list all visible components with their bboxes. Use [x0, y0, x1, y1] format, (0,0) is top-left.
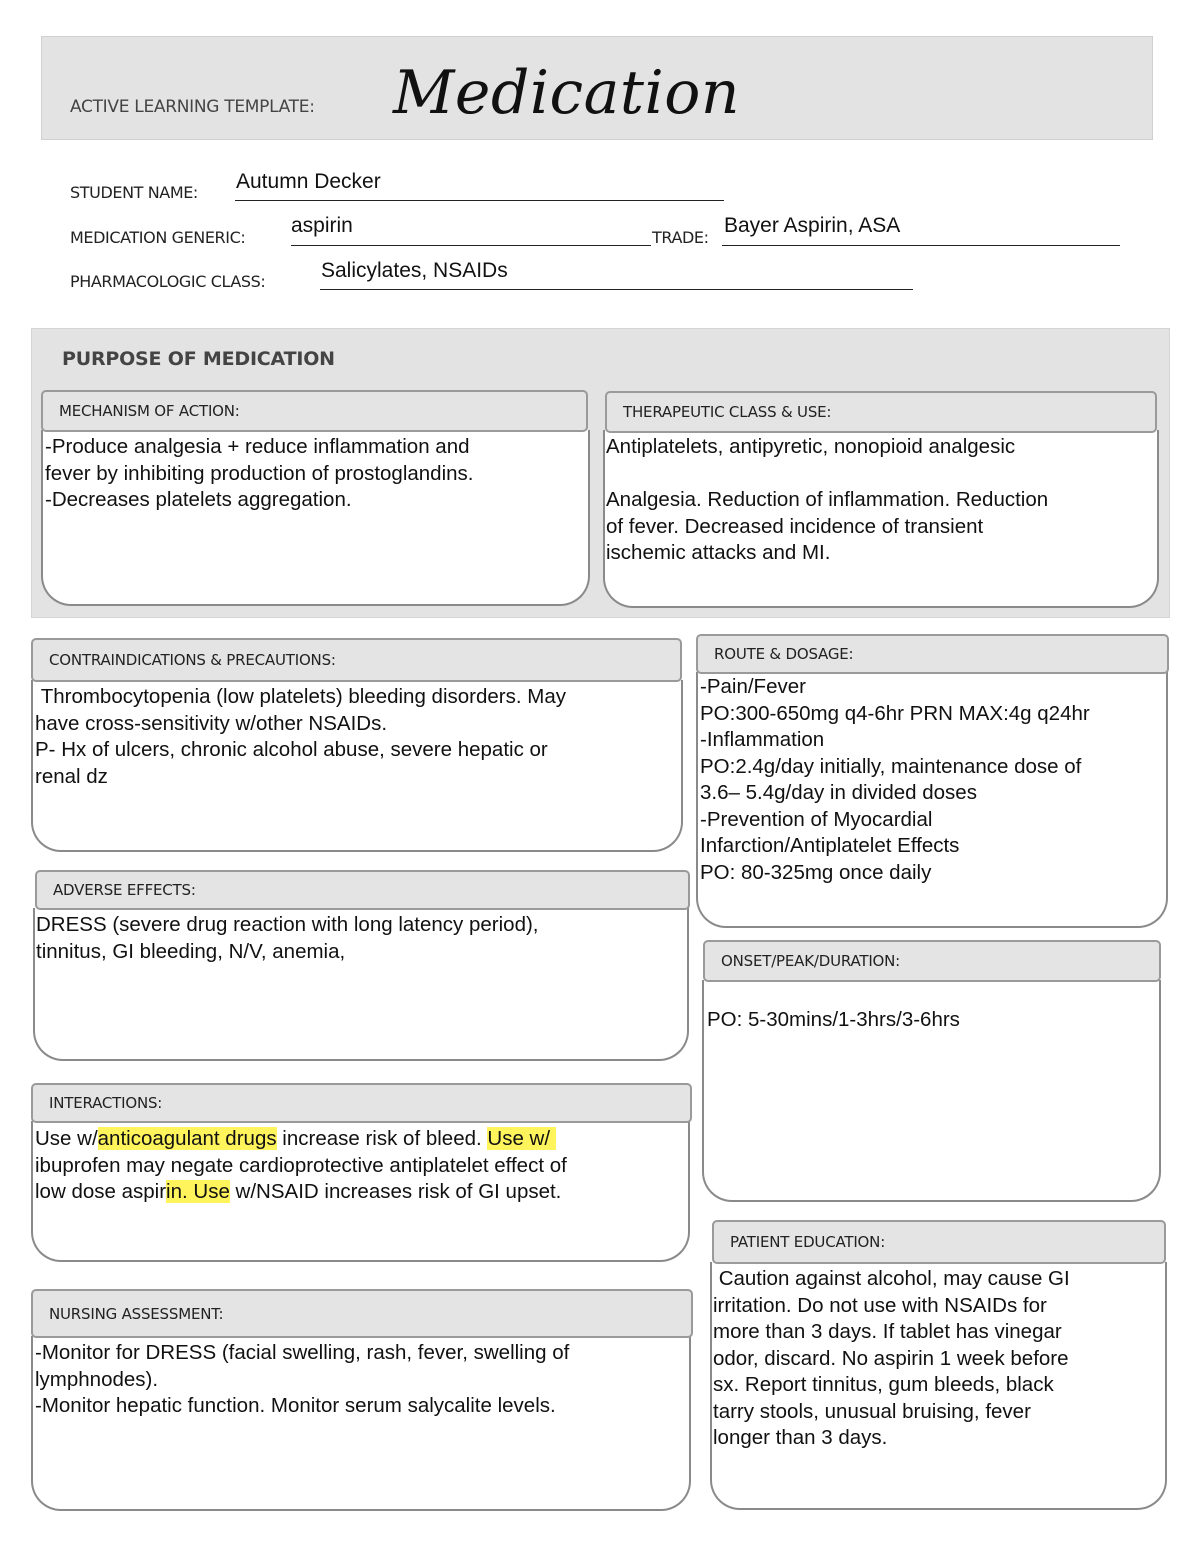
education-label: PATIENT EDUCATION: — [730, 1233, 886, 1251]
template-title: Medication — [393, 58, 740, 128]
adverse-label: ADVERSE EFFECTS: — [53, 881, 196, 899]
generic-label: MEDICATION GENERIC: — [70, 228, 246, 247]
class-underline — [320, 289, 913, 290]
interactions-text-part: ibuprofen may negate cardioprotective antiplatelet effect of low dose aspir — [35, 1153, 567, 1203]
interactions-highlight: in. Use — [166, 1180, 230, 1203]
interactions-text[interactable] — [35, 1126, 687, 1206]
route-header — [696, 634, 1169, 674]
route-text[interactable]: -Pain/Fever PO:300-650mg q4-6hr PRN MAX:4g q24hr -Inflammation PO:2.4g/day initially, maintenance dose of 3.6– 5.4g/day in divided doses -Prevention of Myocardial Infarction/Antiplatelet Effects PO: 80-325mg once daily — [700, 675, 1090, 884]
student-name-underline — [235, 200, 724, 201]
interactions-highlight: Use w/ — [487, 1127, 556, 1150]
student-name-field[interactable]: Autumn Decker — [236, 170, 381, 193]
adverse-header — [35, 870, 690, 910]
mechanism-text[interactable]: -Produce analgesia + reduce inflammation and fever by inhibiting production of prostoglandins. -Decreases platelets aggregation. — [45, 435, 474, 511]
trade-field[interactable]: Bayer Aspirin, ASA — [724, 214, 901, 237]
adverse-text[interactable]: DRESS (severe drug reaction with long latency period), tinnitus, GI bleeding, N/V, anemia, — [36, 913, 539, 963]
contraindications-label: CONTRAINDICATIONS & PRECAUTIONS: — [49, 651, 336, 669]
generic-field[interactable]: aspirin — [291, 214, 353, 237]
trade-label: TRADE: — [652, 228, 709, 247]
interactions-text-part: w/NSAID increases risk of GI upset. — [229, 1180, 562, 1203]
purpose-title: PURPOSE OF MEDICATION — [62, 348, 335, 370]
onset-text[interactable]: PO: 5-30mins/1-3hrs/3-6hrs — [707, 1008, 960, 1031]
mechanism-header — [41, 390, 588, 432]
mechanism-label: MECHANISM OF ACTION: — [59, 402, 240, 420]
onset-label: ONSET/PEAK/DURATION: — [721, 952, 901, 970]
therapeutic-label: THERAPEUTIC CLASS & USE: — [623, 403, 832, 421]
therapeutic-header — [605, 391, 1157, 433]
route-label: ROUTE & DOSAGE: — [714, 645, 854, 663]
interactions-label: INTERACTIONS: — [49, 1094, 163, 1112]
interactions-highlight: anticoagulant drugs — [97, 1127, 277, 1150]
assessment-header — [31, 1289, 693, 1338]
class-label: PHARMACOLOGIC CLASS: — [70, 272, 266, 291]
education-header — [712, 1220, 1166, 1264]
onset-header — [703, 940, 1161, 982]
contraindications-text[interactable]: Thrombocytopenia (low platelets) bleeding disorders. May have cross-sensitivity w/other NSAIDs. P- Hx of ulcers, chronic alcohol abuse, severe hepatic or renal dz — [35, 685, 566, 788]
student-name-label: STUDENT NAME: — [70, 183, 198, 202]
interactions-text-part: increase risk of bleed. — [276, 1127, 488, 1150]
trade-underline — [722, 245, 1120, 246]
assessment-text[interactable]: -Monitor for DRESS (facial swelling, rash, fever, swelling of lymphnodes). -Monitor hepatic function. Monitor serum salycalite levels. — [35, 1341, 570, 1417]
therapeutic-text[interactable]: Antiplatelets, antipyretic, nonopioid analgesic Analgesia. Reduction of inflammation. Reduction of fever. Decreased incidence of transient ischemic attacks and MI. — [606, 435, 1049, 564]
contraindications-header — [31, 638, 682, 682]
interactions-header — [31, 1083, 692, 1123]
assessment-label: NURSING ASSESSMENT: — [49, 1304, 224, 1323]
generic-underline — [291, 245, 651, 246]
education-text[interactable]: Caution against alcohol, may cause GI irritation. Do not use with NSAIDs for more than 3 days. If tablet has vinegar odor, discard. No aspirin 1 week before sx. Report tinnitus, gum bleeds, black tarry stools, unusual bruising, fever longer than 3 days. — [713, 1267, 1070, 1449]
template-label: ACTIVE LEARNING TEMPLATE: — [70, 97, 315, 117]
interactions-text-part: Use w/ — [35, 1127, 98, 1150]
class-field[interactable]: Salicylates, NSAIDs — [321, 259, 508, 282]
